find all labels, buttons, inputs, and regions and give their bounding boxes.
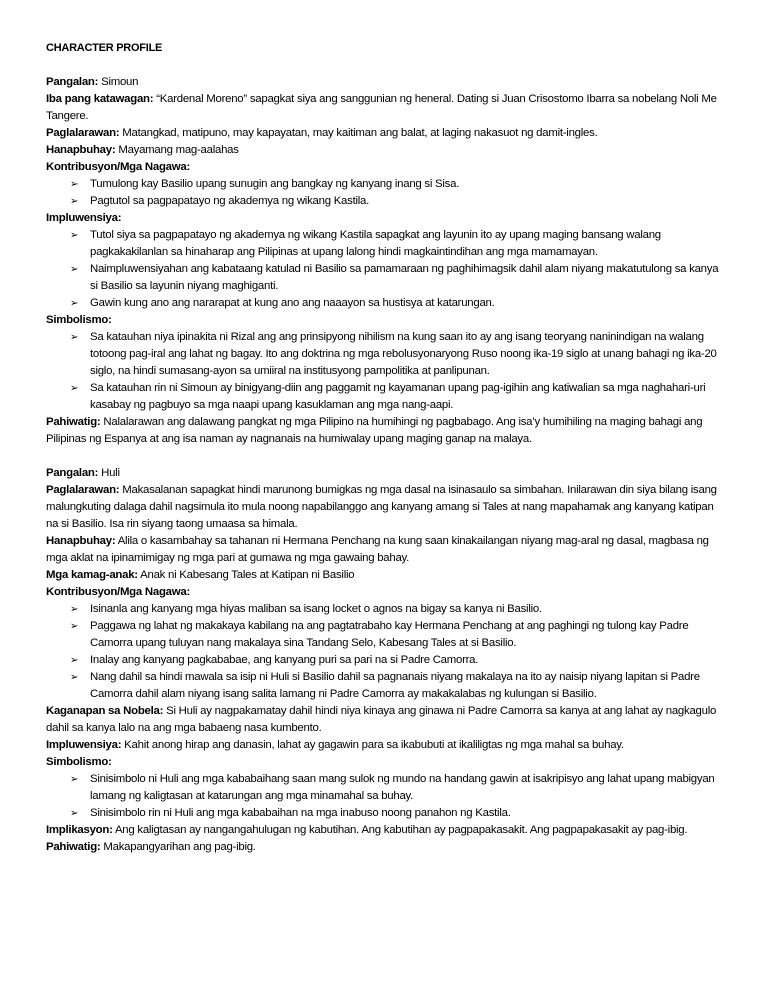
field-label: Pangalan: (46, 76, 99, 88)
simoun-iba-pang-katawagan (46, 91, 722, 125)
field-value: Si Huli ay nagpakamatay dahil hindi niya kinaya ang ginawa ni Padre Camorra sa kanya at ang lahat ay nagkagulo dahil sa kanya lalo na ang mga babaeng nasa kumbento. (46, 705, 717, 734)
huli-simbolismo-heading: Simbolismo: (46, 756, 112, 768)
arrow-bullet-icon: ➢ (70, 808, 79, 819)
huli-pangalan (46, 465, 722, 482)
field-label: Pangalan: (46, 467, 99, 479)
simoun-pahiwatig (46, 414, 722, 448)
huli-simbolismo-list (46, 771, 722, 822)
list-item: ➢ Tumulong kay Basilio upang sunugin ang bangkay ng kanyang inang si Sisa. (46, 176, 722, 193)
list-item: ➢ Sa katauhan rin ni Simoun ay binigyang-diin ang paggamit ng kayamanan upang pag-igihin ang katiwalian sa mga naghahari-uri kasabay ng pagbuyo sa mga naapi upang kasuklaman ang mga nang-aapi. (70, 382, 706, 411)
arrow-bullet-icon: ➢ (70, 621, 79, 632)
field-value: Huli (101, 467, 120, 479)
field-label: Pahiwatig: (46, 841, 101, 853)
field-label: Implikasyon: (46, 824, 113, 836)
arrow-bullet-icon: ➢ (70, 179, 79, 190)
list-item: ➢ Tutol siya sa pagpapatayo ng akademya ng wikang Kastila sapagkat ang layunin ito ay upang maging bansang walang pagkakakilanlan sa hinaharap ang Pilipinas at upang lalong hindi magkaintindihan ang mga mamamayan. (70, 229, 661, 258)
arrow-bullet-icon: ➢ (70, 332, 79, 343)
simoun-simbolismo-heading: Simbolismo: (46, 314, 112, 326)
simoun-impluwensiya-list (46, 227, 722, 312)
field-label: Hanapbuhay: (46, 535, 116, 547)
list-item: ➢ Inalay ang kanyang pagkababae, ang kanyang puri sa pari na si Padre Camorra. (46, 652, 722, 669)
field-label: Impluwensiya: (46, 739, 122, 751)
field-label: Pahiwatig: (46, 416, 101, 428)
huli-kontribusyon-list (46, 601, 722, 703)
huli-hanapbuhay (46, 533, 722, 567)
simoun-paglalarawan (46, 125, 722, 142)
field-value: Simoun (101, 76, 139, 88)
field-label: Paglalarawan: (46, 484, 120, 496)
simoun-impluwensiya-heading: Impluwensiya: (46, 212, 122, 224)
huli-paglalarawan (46, 482, 722, 533)
simoun-hanapbuhay (46, 142, 722, 159)
arrow-bullet-icon: ➢ (70, 672, 79, 683)
field-value: Nalalarawan ang dalawang pangkat ng mga Pilipino na humihingi ng pagbabago. Ang isa’y humihiling na maging bahagi ang Pilipinas ng Espanya at ang isa naman ay nagnanais na humiwalay upang maging ganap na malaya. (46, 416, 703, 445)
arrow-bullet-icon: ➢ (70, 298, 79, 309)
field-label: Iba pang katawagan: (46, 93, 154, 105)
list-item: ➢ Nang dahil sa hindi mawala sa isip ni Huli si Basilio dahil sa pagnanais niyang makalaya na ito ay naisip niyang lapitan si Padre Camorra dahil alam niyang isang salita lamang ni Padre Camorra ay makakalabas ng kulungan si Basilio. (70, 671, 700, 700)
field-value: Ang kaligtasan ay nangangahulugan ng kabutihan. Ang kabutihan ay pagpapakasakit. Ang pagpapakasakit ay pag-ibig. (114, 824, 688, 836)
arrow-bullet-icon: ➢ (70, 196, 79, 207)
field-label: Kaganapan sa Nobela: (46, 705, 164, 717)
field-value: Matangkad, matipuno, may kapayatan, may kaitiman ang balat, at laging nakasuot ng damit-ingles. (122, 127, 598, 139)
huli-kontribusyon-heading: Kontribusyon/Mga Nagawa: (46, 586, 190, 598)
huli-kaganapan (46, 703, 722, 737)
arrow-bullet-icon: ➢ (70, 264, 79, 275)
field-label: Hanapbuhay: (46, 144, 116, 156)
field-value: Mayamang mag-aalahas (118, 144, 239, 156)
arrow-bullet-icon: ➢ (70, 774, 79, 785)
field-label: Paglalarawan: (46, 127, 120, 139)
field-value: Kahit anong hirap ang danasin, lahat ay gagawin para sa ikabubuti at ikaliligtas ng mga mahal sa buhay. (124, 739, 624, 751)
list-item: ➢ Isinanla ang kanyang mga hiyas maliban sa isang locket o agnos na bigay sa kanya ni Basilio. (46, 601, 722, 618)
huli-impluwensiya (46, 737, 722, 754)
field-value: Makasalanan sapagkat hindi marunong bumigkas ng mga dasal na isinasaulo sa simbahan. Inilarawan din siya bilang isang malungkuting dalaga dahil nagsimula ito mula noong napabilanggo ang kanyang amang si Tales at nang mapahamak ang kanyang katipan na si Basilio. Isa rin siyang taong umaasa sa himala. (46, 484, 717, 530)
field-value: “Kardenal Moreno” sapagkat siya ang sanggunian ng heneral. Dating si Juan Crisostomo Ibarra sa nobelang Noli Me Tangere. (46, 93, 717, 122)
page-title: CHARACTER PROFILE (46, 42, 163, 54)
huli-kamag-anak (46, 567, 722, 584)
list-item: ➢ Sinisimbolo rin ni Huli ang mga kababaihan na mga inabuso noong panahon ng Kastila. (46, 805, 722, 822)
arrow-bullet-icon: ➢ (70, 383, 79, 394)
arrow-bullet-icon: ➢ (70, 604, 79, 615)
character-profile-document (46, 40, 722, 856)
field-label: Mga kamag-anak: (46, 569, 138, 581)
simoun-kontribusyon-list (46, 176, 722, 210)
simoun-kontribusyon-heading: Kontribusyon/Mga Nagawa: (46, 161, 190, 173)
huli-implikasyon (46, 822, 722, 839)
list-item: ➢ Gawin kung ano ang nararapat at kung ano ang naaayon sa hustisya at katarungan. (46, 295, 722, 312)
list-item: ➢ Naimpluwensiyahan ang kabataang katulad ni Basilio sa pamamaraan ng paghihimagsik dahil alam niyang makatutulong sa kanya si Basilio sa layunin niyang maghiganti. (70, 263, 719, 292)
simoun-pangalan (46, 74, 722, 91)
field-value: Makapangyarihan ang pag-ibig. (103, 841, 256, 853)
field-value: Anak ni Kabesang Tales at Katipan ni Basilio (140, 569, 355, 581)
arrow-bullet-icon: ➢ (70, 230, 79, 241)
field-value: Alila o kasambahay sa tahanan ni Hermana Penchang na kung saan kinakailangan niyang mag-aral ng dasal, magbasa ng mga aklat na ipinamimigay ng mga pari at gumawa ng mga gawaing bahay. (46, 535, 709, 564)
list-item: ➢ Sinisimbolo ni Huli ang mga kababaihang saan mang sulok ng mundo na handang gawin at isakripisyo ang lahat upang mabigyan lamang ng kaligtasan at katarungan ang mga minamahal sa buhay. (70, 773, 715, 802)
section-gap (46, 448, 722, 465)
profile-huli (46, 465, 722, 856)
list-item: ➢ Paggawa ng lahat ng makakaya kabilang na ang pagtatrabaho kay Hermana Penchang at ang paghingi ng tulong kay Padre Camorra upang tuluyan nang makalaya sina Tandang Selo, Kabesang Tales at si Basilio. (70, 620, 689, 649)
huli-pahiwatig (46, 839, 722, 856)
simoun-simbolismo-list (46, 329, 722, 414)
profile-simoun (46, 74, 722, 448)
list-item: ➢ Sa katauhan niya ipinakita ni Rizal ang ang prinsipyong nihilism na kung saan ito ay ang isang teoryang naninindigan na walang totoong pag-iral ang lahat ng bagay. Ito ang doktrina ng mga rebolusyonaryong Ruso noong ika-19 siglo at unang bahagi ng ika-20 siglo, na hindi sumasang-ayon sa umiiral na institusyong pampolitika at panlipunan. (70, 331, 717, 377)
list-item: ➢ Pagtutol sa pagpapatayo ng akademya ng wikang Kastila. (46, 193, 722, 210)
arrow-bullet-icon: ➢ (70, 655, 79, 666)
